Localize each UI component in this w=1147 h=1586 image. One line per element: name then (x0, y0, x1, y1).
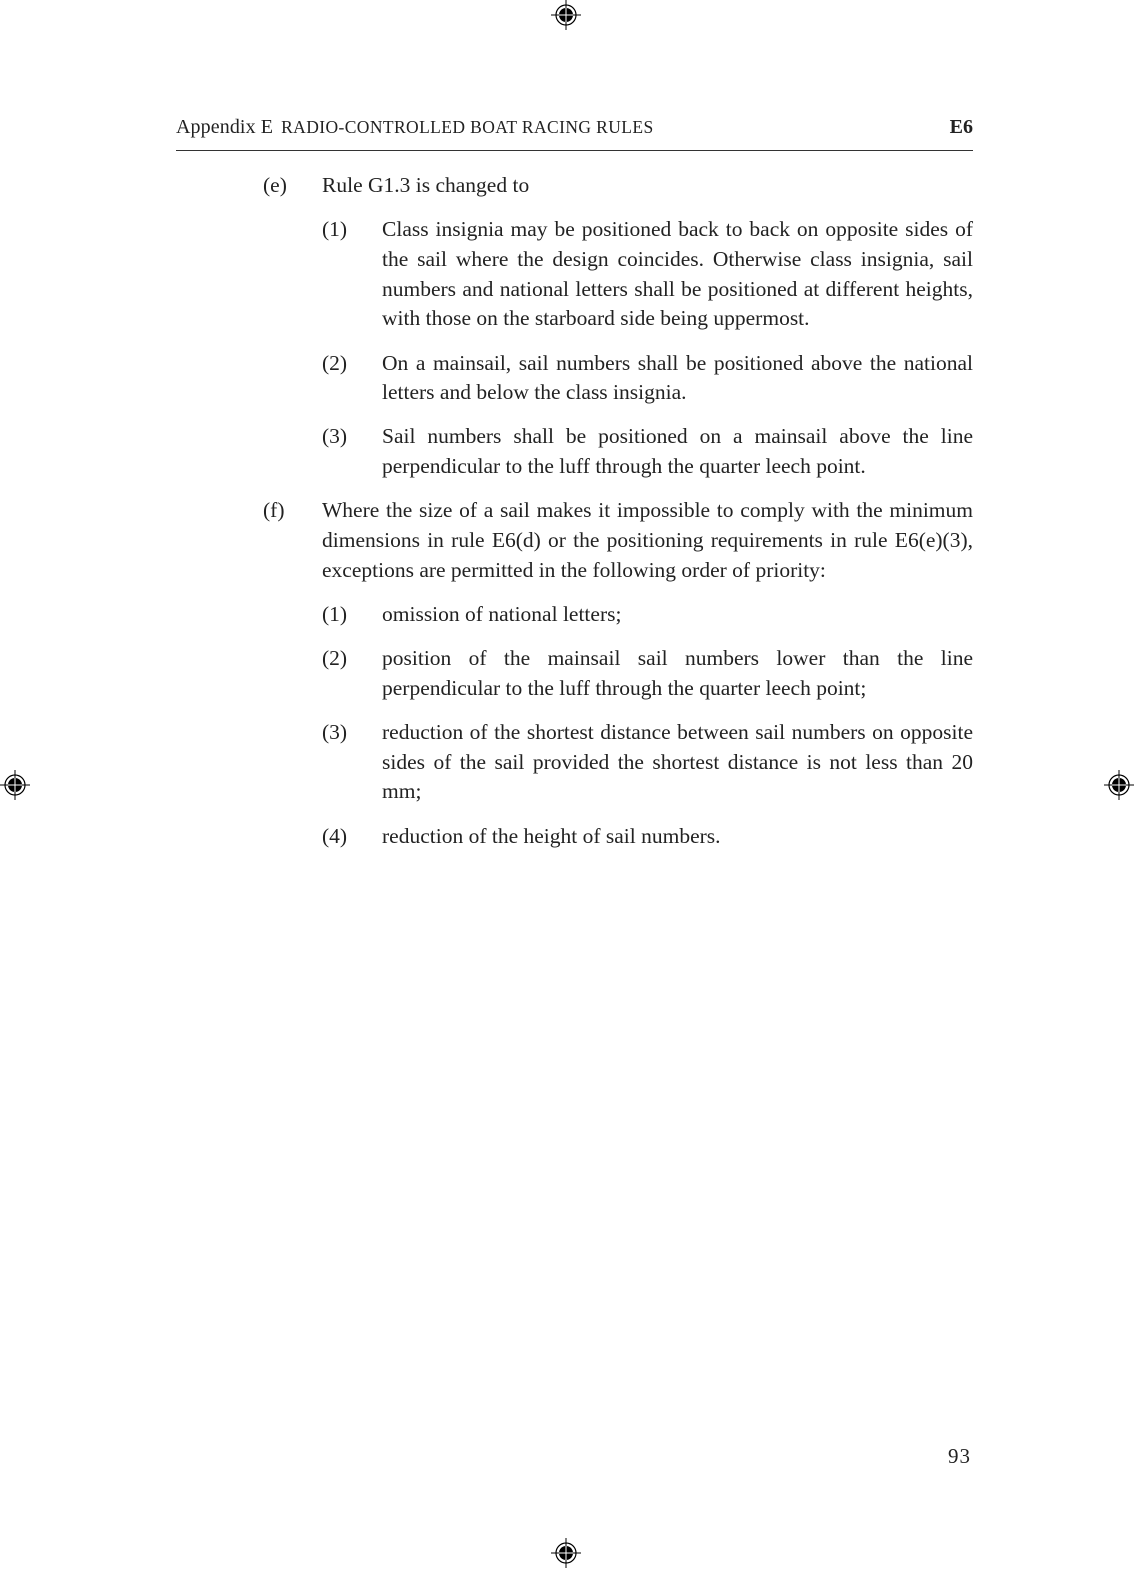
header-appendix-title: RADIO-CONTROLLED BOAT RACING RULES (281, 117, 654, 137)
sub-item-text: Class insignia may be positioned back to back on opposite sides of the sail where the design coincides. Otherwise class insignia, sail numbers and national letters shall be positioned at different heights, with those on the starboard side being uppermost. (382, 217, 973, 331)
item-label: (f) (263, 498, 285, 523)
item-label: (e) (263, 173, 287, 197)
header-section: E6 (949, 116, 973, 138)
sub-item-label: (3) (322, 424, 348, 449)
sub-item (263, 422, 973, 481)
registration-mark-icon (551, 0, 581, 30)
header-title (176, 116, 654, 139)
sub-item-label: (3) (322, 720, 348, 745)
registration-mark-icon (551, 1538, 581, 1568)
sub-item-text: On a mainsail, sail numbers shall be positioned above the national letters and below the class insignia. (382, 350, 973, 405)
running-header (176, 114, 973, 151)
sub-item (263, 600, 973, 630)
item-text: Where the size of a sail makes it impossible to comply with the minimum dimensions in rule E6(d) or the positioning requirements in rule E6(e)(3), exceptions are permitted in the following order of priority: (322, 498, 973, 582)
sub-item-label: (1) (322, 601, 348, 626)
registration-mark-icon (1104, 770, 1134, 800)
sub-item (263, 822, 973, 852)
page-number: 93 (948, 1444, 971, 1468)
rule-item-f (263, 496, 973, 585)
rule-body (263, 171, 973, 866)
sub-item-text: position of the mainsail sail numbers lower than the line perpendicular to the luff through the quarter leech point; (382, 646, 973, 700)
item-text: Rule G1.3 is changed to (322, 173, 530, 197)
sub-item-label: (2) (322, 646, 348, 671)
sub-item-label: (2) (322, 350, 348, 375)
sub-item (263, 644, 973, 703)
registration-mark-icon (0, 770, 30, 800)
sub-item-label: (1) (322, 217, 348, 242)
sub-item-text: reduction of the shortest distance between sail numbers on opposite sides of the sail provided the shortest distance is not less than 20 mm; (382, 720, 973, 804)
header-appendix: Appendix E (176, 116, 274, 138)
sub-item-text: Sail numbers shall be positioned on a mainsail above the line perpendicular to the luff through the quarter leech point. (382, 424, 973, 479)
rule-item-e (263, 171, 973, 201)
sub-item-text: omission of national letters; (382, 601, 622, 626)
sub-item (263, 215, 973, 334)
sub-item (263, 718, 973, 807)
sub-item-text: reduction of the height of sail numbers. (382, 823, 721, 848)
sub-item (263, 349, 973, 408)
sub-item-label: (4) (322, 823, 348, 848)
